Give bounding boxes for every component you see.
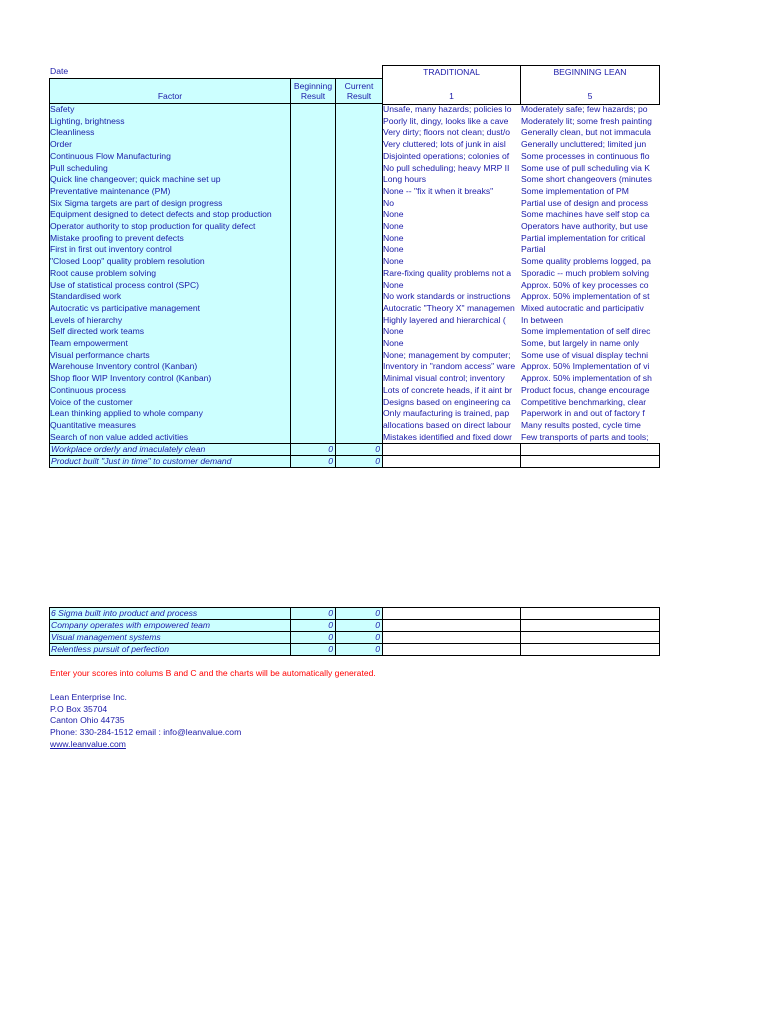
summary-label: Workplace orderly and imaculately clean [49, 443, 291, 456]
traditional-description: No work standards or instructions [383, 291, 511, 302]
traditional-description: None [383, 279, 404, 290]
traditional-description: None [383, 256, 404, 267]
factor-label: Team empowerment [50, 338, 128, 348]
beginning-lean-description: Some use of pull scheduling via K [521, 162, 650, 173]
traditional-header-box [382, 65, 521, 105]
address-block [50, 692, 241, 751]
traditional-heading: TRADITIONAL [423, 67, 480, 77]
beginning-lean-description: Product focus, change encourage [521, 384, 650, 395]
summary-label: Product built "Just in time" to customer demand [49, 455, 291, 468]
beginning-lean-description: Approx. 50% implementation of st [521, 291, 650, 302]
company-name: Lean Enterprise Inc. [50, 692, 127, 702]
beginning-lean-description: Moderately lit; some fresh painting [521, 115, 652, 126]
summary-current-value[interactable]: 0 [335, 619, 383, 632]
summary-beginning-value[interactable]: 0 [290, 443, 336, 456]
beginning-lean-description: Some machines have self stop ca [521, 209, 650, 220]
factor-label: Equipment designed to detect defects and stop production [50, 209, 272, 220]
beginning-lean-description: Some short changeovers (minutes [521, 174, 652, 185]
beginning-lean-description: Competitive benchmarking, clear [521, 396, 647, 407]
beginning-lean-description: Moderately safe; few hazards; po [521, 104, 648, 114]
traditional-score: 1 [449, 90, 454, 101]
traditional-description: No [383, 197, 394, 208]
factor-label: Voice of the customer [50, 396, 133, 407]
traditional-description: Poorly lit, dingy, looks like a cave [383, 115, 509, 126]
traditional-description: Highly layered and hierarchical ( [383, 314, 506, 325]
beginning-lean-description: Approx. 50% implementation of sh [521, 373, 652, 384]
beginning-result-column[interactable] [290, 103, 336, 444]
traditional-description: allocations based on direct labour [383, 419, 512, 430]
current-result-column[interactable] [335, 103, 383, 444]
traditional-description: None -- "fix it when it breaks" [383, 185, 494, 196]
factor-heading: Factor [157, 91, 183, 101]
beginning-result-line1: Beginning [293, 81, 333, 91]
beginning-lean-description: Many results posted, cycle time [521, 419, 641, 430]
factor-label: Continuous Flow Manufacturing [50, 150, 171, 161]
current-result-header [335, 78, 383, 104]
summary-current-value[interactable]: 0 [335, 643, 383, 656]
beginning-lean-description: Some implementation of PM [521, 185, 629, 196]
traditional-description: Rare-fixing quality problems not a [383, 267, 512, 278]
traditional-description: Unsafe, many hazards; policies lo [383, 104, 512, 114]
summary-label: 6 Sigma built into product and process [49, 607, 291, 620]
summary-beginning-value[interactable]: 0 [290, 455, 336, 468]
factor-label: Continuous process [50, 384, 126, 395]
factor-label: Mistake proofing to prevent defects [50, 232, 184, 243]
traditional-description: Disjointed operations; colonies of [383, 150, 510, 161]
summary-label: Company operates with empowered team [49, 619, 291, 632]
summary-current-value[interactable]: 0 [335, 607, 383, 620]
factor-label: First in first out inventory control [50, 244, 172, 255]
beginning-lean-heading: BEGINNING LEAN [553, 67, 627, 77]
beginning-lean-description: Sporadic -- much problem solving [521, 267, 650, 278]
current-result-line1: Current [344, 81, 374, 91]
factor-label: Preventative maintenance (PM) [50, 185, 171, 196]
traditional-description: Inventory in "random access" ware [383, 361, 516, 372]
traditional-description: Autocratic "Theory X" managemen [383, 302, 515, 313]
factor-label: Safety [50, 104, 75, 114]
city-line: Canton Ohio 44735 [50, 715, 125, 726]
beginning-lean-description: Partial implementation for critical [521, 232, 646, 243]
beginning-result-header [290, 78, 336, 104]
factor-label: Cleanliness [50, 127, 95, 138]
beginning-lean-description: Partial use of design and process [521, 197, 649, 208]
factor-label: Order [50, 139, 72, 150]
beginning-lean-description: Generally uncluttered; limited jun [521, 139, 647, 150]
traditional-description: Designs based on engineering ca [383, 396, 511, 407]
traditional-description: Only maufacturing is trained, pap [383, 408, 510, 419]
summary-beginning-value[interactable]: 0 [290, 619, 336, 632]
traditional-description: None; management by computer; [383, 349, 511, 360]
beginning-lean-description: In between [521, 314, 564, 325]
summary-traditional-cell [382, 643, 521, 656]
factor-label: Levels of hierarchy [50, 314, 123, 325]
phone-email: Phone: 330-284-1512 email : info@leanvalue.com [50, 727, 242, 738]
traditional-description: None [383, 209, 404, 220]
beginning-lean-description: Partial [521, 244, 546, 255]
instruction-text: Enter your scores into colums B and C and the charts will be automatically generated. [50, 668, 376, 678]
po-box: P.O Box 35704 [50, 703, 108, 714]
summary-beginning-value[interactable]: 0 [290, 643, 336, 656]
factor-label: Quantitative measures [50, 419, 136, 430]
factor-label: Search of non value added activities [50, 431, 189, 442]
factor-label: Pull scheduling [50, 162, 108, 173]
factor-label: Shop floor WIP Inventory control (Kanban) [50, 373, 212, 384]
traditional-description: Very dirty; floors not clean; dust/o [383, 127, 511, 138]
factor-label: Lean thinking applied to whole company [50, 408, 203, 419]
beginning-lean-description: Generally clean, but not immacula [521, 127, 651, 138]
beginning-lean-description: Operators have authority, but use [521, 221, 648, 231]
factor-label: Six Sigma targets are part of design progress [50, 197, 223, 208]
summary-lean-cell [520, 643, 660, 656]
traditional-description: None [383, 232, 404, 243]
factor-label: "Closed Loop" quality problem resolution [50, 256, 205, 267]
beginning-lean-score: 5 [587, 90, 593, 101]
summary-lean-cell [520, 455, 660, 468]
traditional-description: None [383, 338, 404, 348]
factor-label: Lighting, brightness [50, 115, 125, 126]
factor-label: Standardised work [50, 291, 122, 302]
summary-beginning-value[interactable]: 0 [290, 631, 336, 644]
factor-label: Autocratic vs participative management [50, 302, 200, 313]
traditional-description: Lots of concrete heads, if it aint br [383, 384, 512, 395]
factor-label: Root cause problem solving [50, 267, 157, 278]
factor-label: Use of statistical process control (SPC) [50, 279, 200, 290]
beginning-lean-description: Some processes in continuous flo [521, 150, 650, 161]
beginning-lean-description: Some implementation of self direc [521, 326, 651, 337]
current-result-line2: Result [346, 91, 372, 101]
beginning-lean-description: Paperwork in and out of factory f [521, 408, 645, 419]
website-link[interactable]: www.leanvalue.com [50, 738, 126, 749]
beginning-lean-description: Approx. 50% Implementation of vi [521, 361, 650, 372]
beginning-lean-description: Mixed autocratic and participativ [521, 302, 644, 313]
beginning-lean-description: Some, but largely in name only [521, 338, 639, 348]
summary-beginning-value[interactable]: 0 [290, 607, 336, 620]
traditional-description: None [383, 326, 404, 337]
beginning-lean-header-box [520, 65, 660, 105]
beginning-result-line2: Result [300, 91, 326, 101]
beginning-lean-description: Approx. 50% of key processes co [521, 279, 649, 290]
factor-label: Quick line changeover; quick machine set up [50, 174, 221, 185]
traditional-description: None [383, 244, 404, 255]
beginning-lean-description: Some quality problems logged, pa [521, 256, 651, 267]
traditional-description: Very cluttered; lots of junk in aisl [383, 139, 506, 150]
traditional-description: Minimal visual control; inventory [383, 373, 505, 384]
factor-label: Warehouse Inventory control (Kanban) [50, 361, 198, 372]
beginning-lean-description: Few transports of parts and tools; [521, 431, 649, 442]
summary-label: Relentless pursuit of perfection [49, 643, 291, 656]
date-label: Date [50, 66, 69, 76]
traditional-description: Long hours [383, 174, 427, 185]
factor-header [49, 78, 291, 104]
summary-current-value[interactable]: 0 [335, 631, 383, 644]
factor-label: Operator authority to stop production for quality defect [50, 221, 256, 231]
factor-label: Self directed work teams [50, 326, 145, 337]
traditional-description: Mistakes identified and fixed dowr [383, 431, 512, 442]
summary-traditional-cell [382, 455, 521, 468]
traditional-description: No pull scheduling; heavy MRP II [383, 162, 510, 173]
traditional-description: None [383, 221, 404, 231]
summary-current-value[interactable]: 0 [335, 443, 383, 456]
summary-current-value[interactable]: 0 [335, 455, 383, 468]
factor-label: Visual performance charts [50, 349, 150, 360]
beginning-lean-description: Some use of visual display techni [521, 349, 649, 360]
summary-label: Visual management systems [49, 631, 291, 644]
